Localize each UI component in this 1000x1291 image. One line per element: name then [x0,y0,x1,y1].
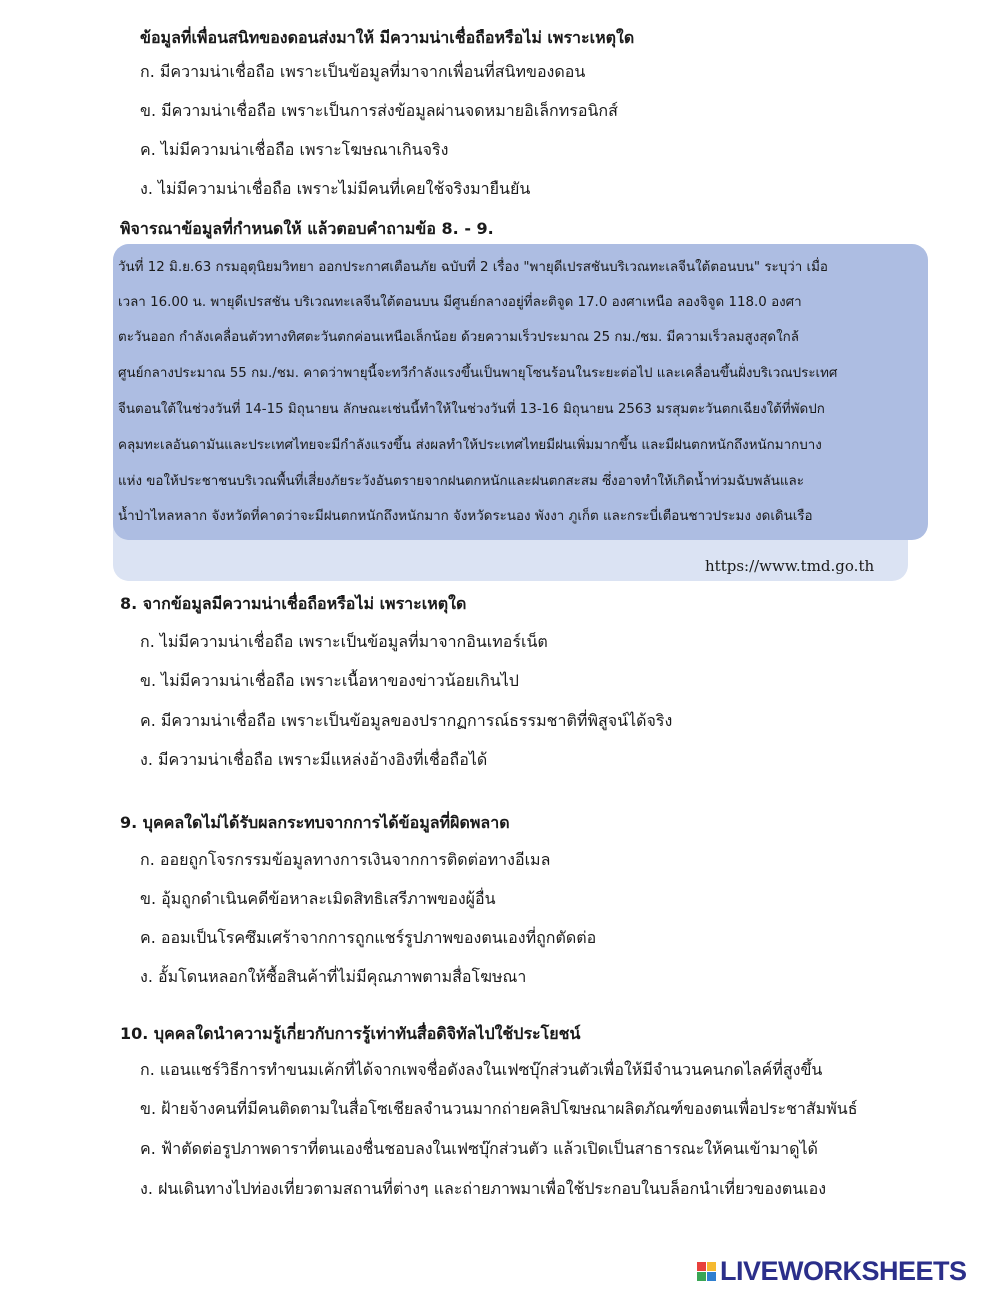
q8-option-b[interactable]: ข. ไม่มีความน่าเชื่อถือ เพราะเนื้อหาของข่าวน้อยเกินไป [140,671,519,690]
passage-line: วันที่ 12 มิ.ย.63 กรมอุตุนิยมวิทยา ออกประกาศเตือนภัย ฉบับที่ 2 เรื่อง "พายุดีเปรสชันบริเวณทะเลจีนใต้ตอนบน" ระบุว่า เมื่อ [118,260,828,275]
instruction-heading: พิจารณาข้อมูลที่กำหนดให้ แล้วตอบคำถามข้อ 8. - 9. [120,219,494,238]
question-9-prompt: 9. บุคคลใดไม่ได้รับผลกระทบจากการได้ข้อมูลที่ผิดพลาด [120,813,510,832]
q10-option-c[interactable]: ค. ฟ้าตัดต่อรูปภาพดาราที่ตนเองชื่นชอบลงในเฟซบุ๊กส่วนตัว แล้วเปิดเป็นสาธารณะให้คนเข้ามาดูได้ [140,1139,818,1158]
option-c[interactable]: ค. ไม่มีความน่าเชื่อถือ เพราะโฆษณาเกินจริง [140,140,449,159]
passage-line: จีนตอนใต้ในช่วงวันที่ 14-15 มิถุนายน ลักษณะเช่นนี้ทำให้ในช่วงวันที่ 13-16 มิถุนายน 2563 มรสุมตะวันตกเฉียงใต้ที่พัดปก [118,402,825,417]
q8-option-c[interactable]: ค. มีความน่าเชื่อถือ เพราะเป็นข้อมูลของปรากฏการณ์ธรรมชาติที่พิสูจน์ได้จริง [140,711,673,730]
liveworksheets-logo[interactable] [697,1257,967,1285]
option-b[interactable]: ข. มีความน่าเชื่อถือ เพราะเป็นการส่งข้อมูลผ่านจดหมายอิเล็กทรอนิกส์ [140,101,618,120]
passage-line: ศูนย์กลางประมาณ 55 กม./ชม. คาดว่าพายุนี้จะทวีกำลังแรงขึ้นเป็นพายุโซนร้อนในระยะต่อไป และเคลื่อนขึ้นฝั่งบริเวณประเทศ [118,366,838,381]
logo-square [707,1262,716,1271]
source-url: https://www.tmd.go.th [705,557,875,575]
q9-option-c[interactable]: ค. ออมเป็นโรคซึมเศร้าจากการถูกแชร์รูปภาพของตนเองที่ถูกตัดต่อ [140,928,597,947]
passage-line: ตะวันออก กำลังเคลื่อนตัวทางทิศตะวันตกค่อนเหนือเล็กน้อย ด้วยความเร็วประมาณ 25 กม./ชม. มีความเร็วลมสูงสุดใกล้ [118,330,799,345]
option-a[interactable]: ก. มีความน่าเชื่อถือ เพราะเป็นข้อมูลที่มาจากเพื่อนที่สนิทของดอน [140,62,586,81]
passage-line: เวลา 16.00 น. พายุดีเปรสชัน บริเวณทะเลจีนใต้ตอนบน มีศูนย์กลางอยู่ที่ละติจูด 17.0 องศาเหนือ ลองจิจูด 118.0 องศา [118,295,802,310]
q10-option-d[interactable]: ง. ฝนเดินทางไปท่องเที่ยวตามสถานที่ต่างๆ และถ่ายภาพมาเพื่อใช้ประกอบในบล็อกนำเที่ยวของตนเอง [140,1179,827,1198]
logo-square [707,1272,716,1281]
logo-grid-icon [697,1262,716,1281]
passage-box [113,244,928,540]
logo-text: LIVEWORKSHEETS [720,1256,967,1286]
q9-option-d[interactable]: ง. อั้มโดนหลอกให้ซื้อสินค้าที่ไม่มีคุณภาพตามสื่อโฆษณา [140,967,527,986]
passage-line: แห่ง ขอให้ประชาชนบริเวณพื้นที่เสี่ยงภัยระวังอันตรายจากฝนตกหนักและฝนตกสะสม ซึ่งอาจทำให้เกิดน้ำท่วมฉับพลันและ [118,474,804,489]
logo-square [697,1272,706,1281]
question-8-prompt: 8. จากข้อมูลมีความน่าเชื่อถือหรือไม่ เพราะเหตุใด [120,594,467,613]
option-d[interactable]: ง. ไม่มีความน่าเชื่อถือ เพราะไม่มีคนที่เคยใช้จริงมายืนยัน [140,179,531,198]
question-prompt: ข้อมูลที่เพื่อนสนิทของดอนส่งมาให้ มีความน่าเชื่อถือหรือไม่ เพราะเหตุใด [140,28,635,47]
logo-square [697,1262,706,1271]
q9-option-a[interactable]: ก. ออยถูกโจรกรรมข้อมูลทางการเงินจากการติดต่อทางอีเมล [140,850,551,869]
q9-option-b[interactable]: ข. อุ้มถูกดำเนินคดีข้อหาละเมิดสิทธิเสรีภาพของผู้อื่น [140,889,496,908]
q10-option-a[interactable]: ก. แอนแชร์วิธีการทำขนมเค้กที่ได้จากเพจชื่อดังลงในเฟซบุ๊กส่วนตัวเพื่อให้มีจำนวนคนกดไลค์ที่สูงขึ้น [140,1060,823,1079]
passage-line: คลุมทะเลอันดามันและประเทศไทยจะมีกำลังแรงขึ้น ส่งผลทำให้ประเทศไทยมีฝนเพิ่มมากขึ้น และมีฝนตกหนักถึงหนักมากบาง [118,438,822,453]
question-10-prompt: 10. บุคคลใดนำความรู้เกี่ยวกับการรู้เท่าทันสื่อดิจิทัลไปใช้ประโยชน์ [120,1024,581,1043]
q8-option-a[interactable]: ก. ไม่มีความน่าเชื่อถือ เพราะเป็นข้อมูลที่มาจากอินเทอร์เน็ต [140,632,548,651]
q8-option-d[interactable]: ง. มีความน่าเชื่อถือ เพราะมีแหล่งอ้างอิงที่เชื่อถือได้ [140,750,488,769]
passage-line: น้ำป่าไหลหลาก จังหวัดที่คาดว่าจะมีฝนตกหนักถึงหนักมาก จังหวัดระนอง พังงา ภูเก็ต และกระบี่เตือนชาวประมง งดเดินเรือ [118,509,813,524]
q10-option-b[interactable]: ข. ฝ้ายจ้างคนที่มีคนติดตามในสื่อโซเชียลจำนวนมากถ่ายคลิปโฆษณาผลิตภัณฑ์ของตนเพื่อประชาสัมพันธ์ [140,1099,858,1118]
